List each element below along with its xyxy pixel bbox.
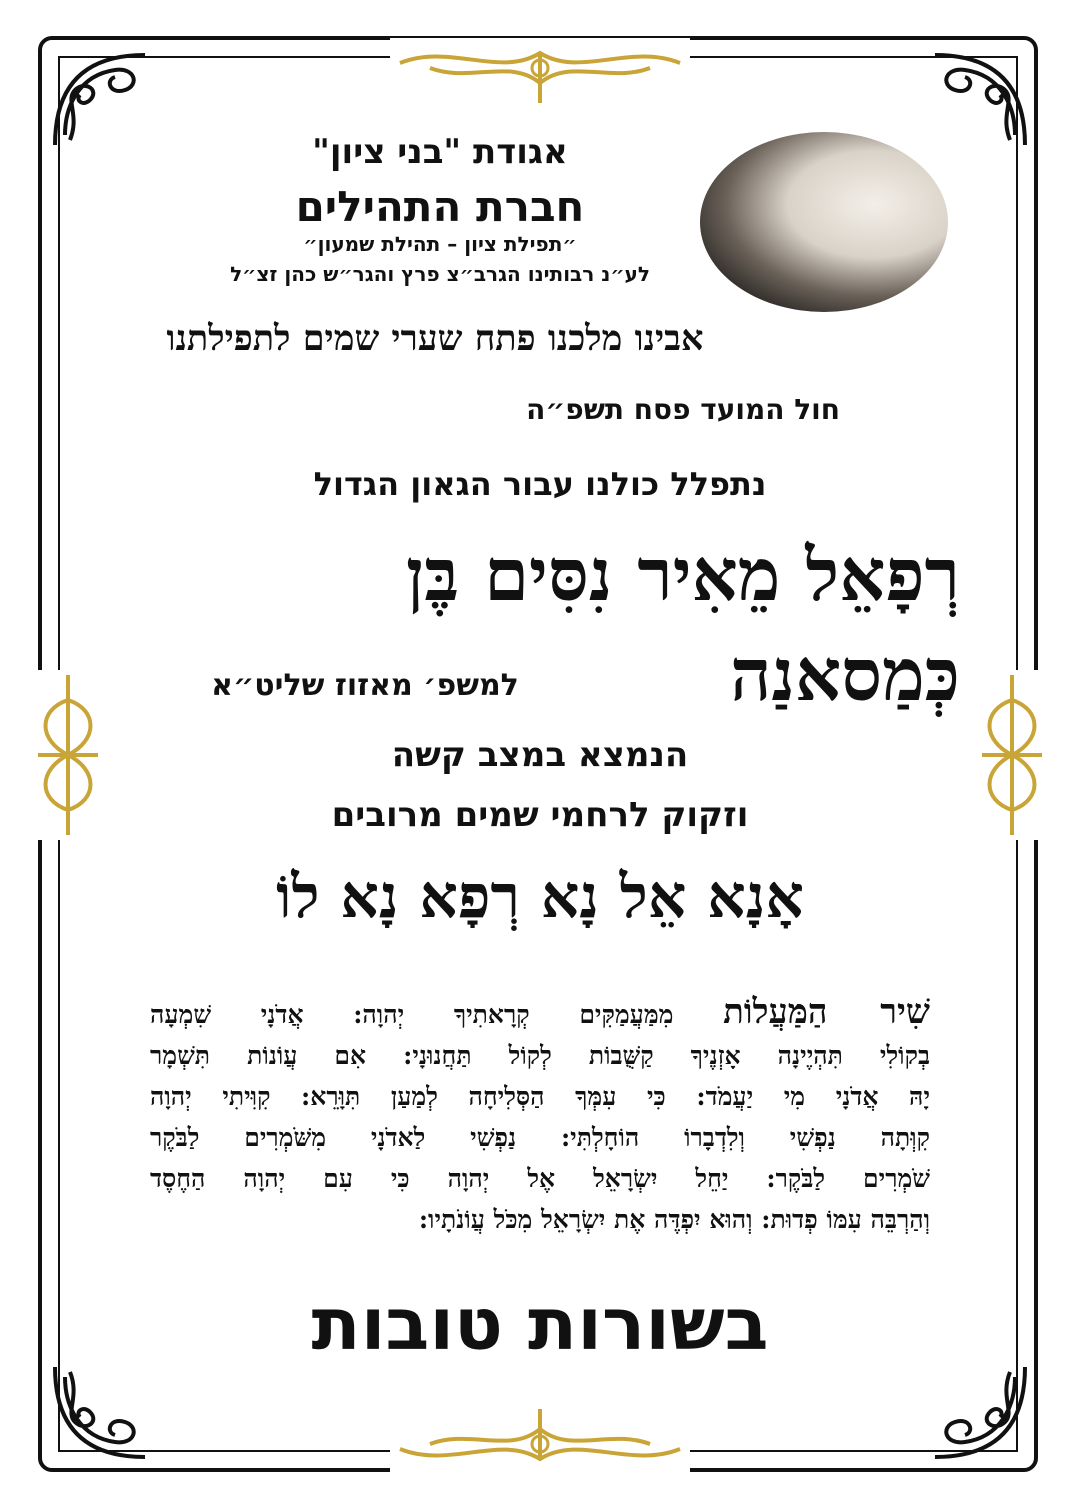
org-name: אגודת "בני ציון" xyxy=(312,132,568,172)
memorial-line: לע״נ רבותינו הגרב״צ פרץ והגר״ש כהן זצ״ל xyxy=(230,262,650,286)
gold-flourish-bottom-icon xyxy=(390,1404,690,1474)
corner-ornament-icon xyxy=(925,1357,1035,1467)
status-line-2: וזקוק לרחמי שמים מרובים xyxy=(331,795,749,835)
date-line: חול המועד פסח תשפ״ה xyxy=(526,393,840,426)
corner-ornament-icon xyxy=(45,1357,155,1467)
gold-flourish-right-icon xyxy=(972,670,1052,840)
status-line-1: הנמצא במצב קשה xyxy=(391,735,689,775)
intro-line: נתפלל כולנו עבור הגאון הגדול xyxy=(313,465,767,503)
prayer-line: אָנָא אֵל נָא רְפָא נָא לוֹ xyxy=(276,862,804,932)
motto: ״תפילת ציון – תהילת שמעון״ xyxy=(303,232,577,256)
psalm-line: קִוְּתָה נַפְשִׁי וְלִדְבָרוֹ הוֹחָלְתִּי: נַפְשִׁי לַאדֹנָי מִשֹּׁמְרִים לַבֹּקֶר xyxy=(150,1123,930,1152)
gold-flourish-top-icon xyxy=(390,38,690,108)
family-line: למשפ׳ מאזוז שליט״א xyxy=(211,668,519,703)
closing-blessing: בשורות טובות xyxy=(311,1282,769,1366)
psalm-130 xyxy=(150,992,930,1240)
psalm-line: שֹׁמְרִים לַבֹּקֶר: יַחֵל יִשְׂרָאֵל אֶל יְהוָה כִּי עִם יְהוָה הַחֶסֶד xyxy=(150,1164,930,1193)
psalm-line xyxy=(150,992,930,1035)
psalm-line: וְהַרְבֵּה עִמּוֹ פְדוּת: וְהוּא יִפְדֶּה אֶת יִשְׂרָאֵל מִכֹּל עֲוֹנֹתָיו: xyxy=(418,1205,930,1234)
psalm-line: יָהּ אֲדֹנָי מִי יַעֲמֹד: כִּי עִמְּךָ הַסְּלִיחָה לְמַעַן תִּוָּרֵא: קִוִּיתִי יְהוָה xyxy=(150,1082,930,1111)
gold-flourish-left-icon xyxy=(28,670,108,840)
corner-ornament-icon xyxy=(925,45,1035,155)
psalm-title: שִׁיר הַמַּעֲלוֹת xyxy=(723,992,930,1032)
psalm-line: בְקוֹלִי תִּהְיֶינָה אָזְנֶיךָ קַשֻּׁבוֹת לְקוֹל תַּחֲנוּנָי: אִם עֲוֹנוֹת תִּשְׁמָר xyxy=(150,1041,930,1070)
patient-name-line2: כְּמַסאנַה xyxy=(730,632,960,717)
psalm-text: מִמַּעֲמַקִּים קְרָאתִיךָ יְהוָה: אֲדֹנָי שִׁמְעָה xyxy=(150,1000,674,1029)
plea-line: אבינו מלכנו פתח שערי שמים לתפילתנו xyxy=(166,318,704,359)
patient-name-line1: רְפָאֵל מֵאִיר נִסִּים בֶּן xyxy=(405,532,960,617)
society-name: חברת התהילים xyxy=(295,182,585,231)
